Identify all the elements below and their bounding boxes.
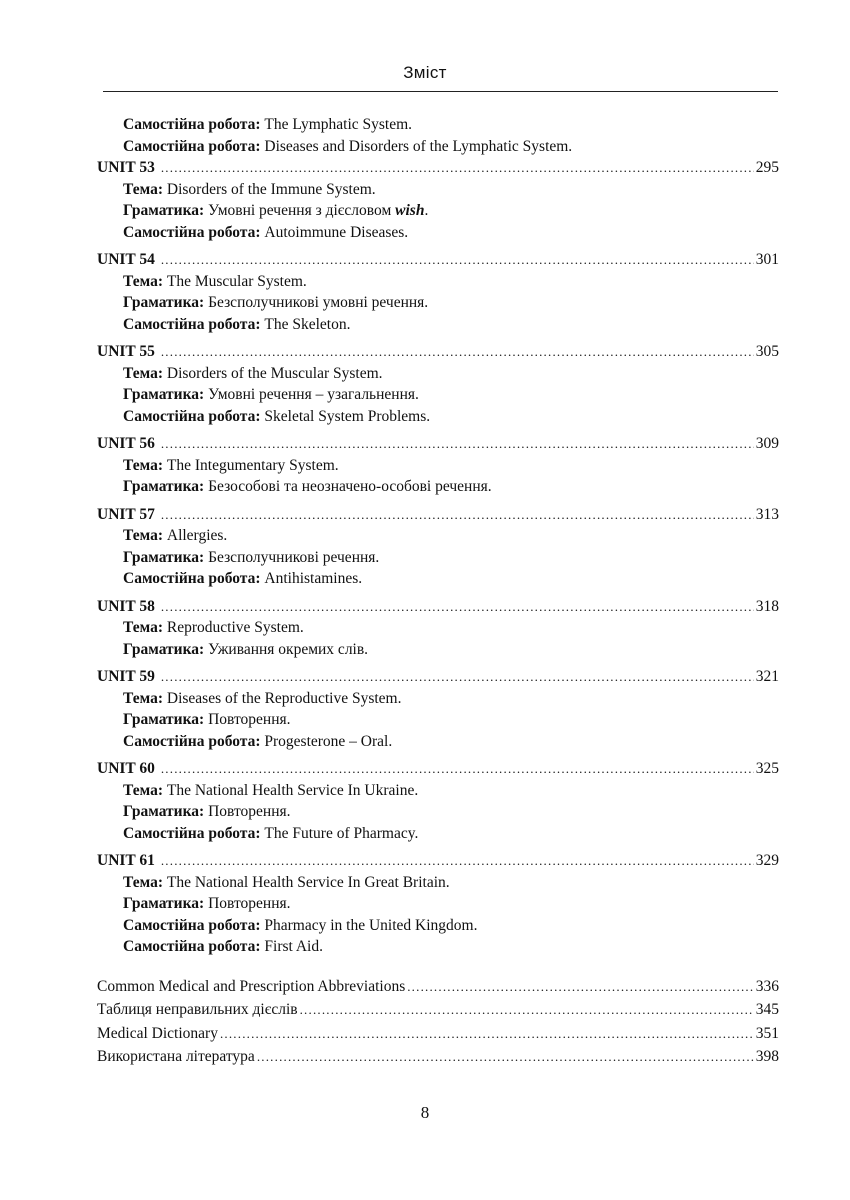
toc-subitem [97, 823, 779, 845]
unit-title: UNIT 53 [97, 159, 155, 176]
unit-entry [97, 666, 779, 752]
subitem-text: Безсполучникові умовні речення. [204, 294, 429, 311]
subitem-label: Самостійна робота: [123, 407, 261, 425]
subitem-label: Граматика: [123, 548, 205, 566]
subitem-text-end: . [424, 202, 429, 219]
page-header-title: Зміст [403, 63, 447, 82]
subitem-label: Граматика: [123, 386, 205, 403]
dot-leader [407, 975, 754, 999]
dot-leader [161, 433, 754, 455]
subitem-label: Самостійна робота: [123, 824, 261, 842]
dot-leader [300, 998, 754, 1022]
subitem-label: Тема: [123, 527, 163, 544]
subitem-label: Самостійна робота: [123, 916, 261, 934]
subitem-text: The Muscular System. [163, 272, 307, 290]
unit-page-number: 321 [755, 668, 779, 685]
toc-subitem [97, 292, 779, 314]
subitem-text: Diseases of the Reproductive System. [163, 689, 402, 707]
subitem-text: First Aid. [260, 938, 323, 955]
unit-entry [97, 850, 779, 958]
subitem-text: The Skeleton. [260, 315, 351, 333]
subitem-text: Безособові та неозначено-особові речення. [204, 478, 492, 495]
unit-title: UNIT 56 [97, 435, 155, 452]
unit-title: UNIT 57 [97, 505, 155, 523]
unit-heading [97, 666, 779, 688]
toc-subitem [97, 136, 779, 158]
toc-subitem [97, 179, 779, 201]
subitem-label: Граматика: [123, 711, 205, 728]
unit-title: UNIT 59 [97, 668, 155, 685]
toc-subitem [97, 893, 779, 915]
unit-heading [97, 157, 779, 179]
subitem-text: Reproductive System. [163, 619, 304, 636]
subitem-label: Самостійна робота: [123, 223, 261, 241]
page-number: 8 [420, 1103, 430, 1122]
unit-heading [97, 433, 779, 455]
dot-leader [161, 341, 754, 363]
dot-leader [161, 596, 754, 618]
subitem-text: Повторення. [204, 803, 291, 820]
toc-subitem [97, 200, 779, 222]
unit-heading [97, 596, 779, 618]
subitem-text: Disorders of the Immune System. [163, 180, 376, 198]
unit-page-number: 318 [755, 597, 779, 615]
appendix-page-number: 398 [755, 1048, 779, 1065]
appendix-title: Використана література [97, 1048, 255, 1065]
dot-leader [161, 850, 754, 872]
subitem-label: Тема: [123, 781, 163, 799]
table-of-contents [97, 114, 779, 1069]
unit-page-number: 329 [755, 852, 779, 869]
appendix-entry [97, 998, 779, 1022]
subitem-label: Тема: [123, 272, 163, 290]
subitem-label: Тема: [123, 873, 163, 891]
toc-subitem [97, 525, 779, 547]
appendix-entry [97, 975, 779, 999]
subitem-text: Progesterone – Oral. [260, 732, 393, 750]
subitem-label: Тема: [123, 180, 163, 198]
toc-subitem [97, 314, 779, 336]
dot-leader [161, 504, 754, 526]
toc-subitem [97, 455, 779, 477]
subitem-emphasis: wish [395, 202, 425, 219]
toc-subitem [97, 271, 779, 293]
toc-subitem [97, 568, 779, 590]
subitem-text: Повторення. [204, 895, 291, 912]
toc-subitem [97, 936, 779, 958]
subitem-text: Pharmacy in the United Kingdom. [260, 916, 478, 934]
dot-leader [161, 157, 754, 179]
intro-section [97, 114, 779, 157]
unit-page-number: 309 [755, 435, 779, 452]
subitem-text: Безсполучникові речення. [204, 548, 380, 566]
toc-subitem [97, 872, 779, 894]
appendix-title: Common Medical and Prescription Abbreviations [97, 977, 406, 995]
unit-entry [97, 758, 779, 844]
subitem-text: Autoimmune Diseases. [260, 223, 409, 241]
unit-heading [97, 850, 779, 872]
subitem-label: Самостійна робота: [123, 570, 261, 587]
toc-subitem [97, 617, 779, 639]
subitem-label: Тема: [123, 456, 163, 474]
toc-subitem [97, 780, 779, 802]
appendix-page-number: 345 [755, 1001, 779, 1018]
subitem-label: Самостійна робота: [123, 732, 261, 750]
unit-title: UNIT 54 [97, 251, 155, 268]
subitem-label: Самостійна робота: [123, 116, 261, 133]
toc-subitem [97, 476, 779, 498]
dot-leader [161, 666, 754, 688]
toc-subitem [97, 114, 779, 136]
unit-heading [97, 249, 779, 271]
appendix-entry [97, 1045, 779, 1069]
subitem-text: Diseases and Disorders of the Lymphatic System. [260, 137, 573, 155]
toc-subitem [97, 801, 779, 823]
dot-leader [257, 1045, 754, 1069]
unit-title: UNIT 55 [97, 343, 155, 360]
unit-page-number: 325 [755, 760, 779, 777]
appendix-page-number: 351 [755, 1024, 779, 1042]
header-divider [103, 91, 778, 92]
subitem-label: Граматика: [123, 803, 205, 820]
subitem-label: Самостійна робота: [123, 137, 261, 155]
subitem-text: Умовні речення – узагальнення. [204, 386, 419, 403]
unit-entry [97, 341, 779, 427]
subitem-text: Disorders of the Muscular System. [163, 364, 383, 382]
unit-heading [97, 758, 779, 780]
subitem-label: Самостійна робота: [123, 315, 261, 333]
subitem-label: Граматика: [123, 895, 205, 912]
subitem-text: The Integumentary System. [163, 456, 339, 474]
subitem-label: Тема: [123, 364, 163, 382]
appendix-title: Medical Dictionary [97, 1024, 218, 1042]
toc-subitem [97, 688, 779, 710]
dot-leader [161, 249, 754, 271]
subitem-label: Граматика: [123, 640, 205, 658]
dot-leader [220, 1022, 754, 1046]
unit-title: UNIT 60 [97, 760, 155, 777]
subitem-text: Allergies. [163, 527, 228, 544]
unit-entry [97, 157, 779, 243]
subitem-label: Тема: [123, 619, 163, 636]
subitem-text: The Lymphatic System. [260, 116, 413, 133]
toc-subitem [97, 363, 779, 385]
units-list [97, 157, 779, 958]
unit-entry [97, 249, 779, 335]
toc-subitem [97, 709, 779, 731]
appendix-title: Таблиця неправильних дієслів [97, 1001, 298, 1018]
subitem-text: Skeletal System Problems. [260, 407, 431, 425]
subitem-text: Повторення. [204, 711, 291, 728]
toc-subitem [97, 547, 779, 569]
unit-title: UNIT 61 [97, 852, 155, 869]
subitem-label: Граматика: [123, 294, 205, 311]
toc-subitem [97, 731, 779, 753]
toc-subitem [97, 406, 779, 428]
toc-subitem [97, 639, 779, 661]
subitem-label: Граматика: [123, 202, 205, 219]
unit-entry [97, 504, 779, 590]
subitem-text: Antihistamines. [260, 570, 363, 587]
toc-subitem [97, 384, 779, 406]
subitem-text: The National Health Service In Ukraine. [163, 781, 419, 799]
appendix-list [97, 975, 779, 1069]
unit-page-number: 305 [755, 343, 779, 360]
subitem-text: The National Health Service In Great Britain. [163, 873, 450, 891]
unit-entry [97, 596, 779, 661]
unit-page-number: 301 [755, 251, 779, 268]
subitem-label: Граматика: [123, 478, 205, 495]
unit-heading [97, 504, 779, 526]
unit-heading [97, 341, 779, 363]
appendix-entry [97, 1022, 779, 1046]
unit-entry [97, 433, 779, 498]
toc-subitem [97, 222, 779, 244]
appendix-page-number: 336 [755, 977, 779, 995]
unit-page-number: 295 [755, 159, 779, 176]
unit-title: UNIT 58 [97, 597, 155, 615]
toc-subitem [97, 915, 779, 937]
unit-page-number: 313 [755, 505, 779, 523]
subitem-text: The Future of Pharmacy. [260, 824, 419, 842]
subitem-text: Умовні речення з дієсловом [204, 202, 396, 219]
subitem-label: Самостійна робота: [123, 938, 261, 955]
subitem-label: Тема: [123, 689, 163, 707]
subitem-text: Уживання окремих слів. [204, 640, 369, 658]
dot-leader [161, 758, 754, 780]
